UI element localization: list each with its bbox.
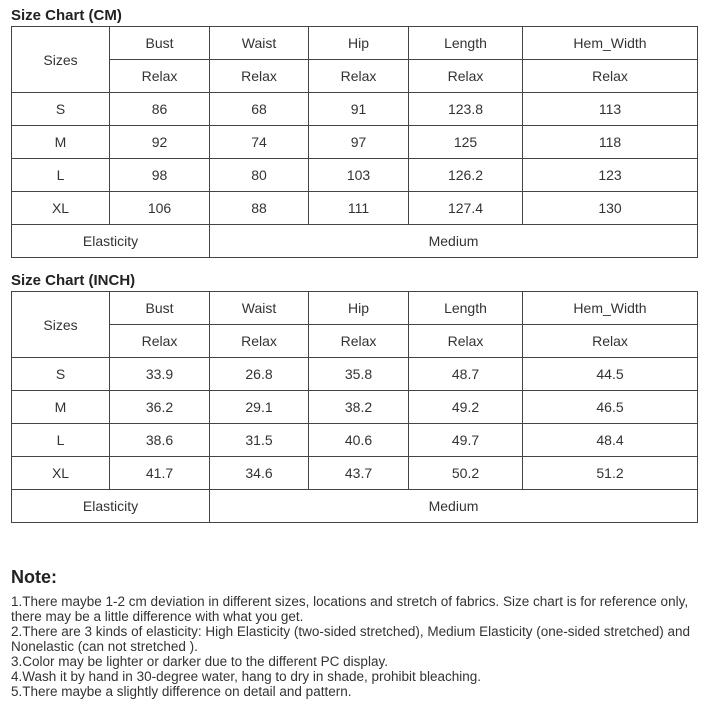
note-title: Note: — [11, 567, 57, 587]
subheader-relax: Relax — [409, 60, 523, 93]
measurement-cell: 91 — [309, 93, 409, 126]
measurement-cell: 92 — [110, 126, 210, 159]
measurement-cell: 113 — [523, 93, 698, 126]
measurement-cell: 88 — [210, 192, 309, 225]
measurement-cell: 34.6 — [210, 457, 309, 490]
subheader-relax: Relax — [523, 60, 698, 93]
header-row — [12, 27, 698, 60]
measurement-cell: 98 — [110, 159, 210, 192]
header-row — [12, 292, 698, 325]
size-label: M — [12, 391, 110, 424]
table-row — [12, 457, 698, 490]
measurement-cell: 126.2 — [409, 159, 523, 192]
measurement-cell: 103 — [309, 159, 409, 192]
column-header-waist: Waist — [210, 292, 309, 325]
measurement-cell: 38.6 — [110, 424, 210, 457]
measurement-cell: 49.2 — [409, 391, 523, 424]
measurement-cell: 41.7 — [110, 457, 210, 490]
measurement-cell: 130 — [523, 192, 698, 225]
note-line: 3.Color may be lighter or darker due to the different PC display. — [11, 654, 388, 669]
subheader-relax: Relax — [110, 325, 210, 358]
subheader-row — [12, 60, 698, 93]
measurement-cell: 44.5 — [523, 358, 698, 391]
table-row — [12, 391, 698, 424]
measurement-cell: 74 — [210, 126, 309, 159]
size-label: L — [12, 424, 110, 457]
note-line: there may be a little difference with what you get. — [11, 609, 304, 624]
measurement-cell: 118 — [523, 126, 698, 159]
size-label: XL — [12, 192, 110, 225]
column-header-bust: Bust — [110, 27, 210, 60]
measurement-cell: 36.2 — [110, 391, 210, 424]
size-label: M — [12, 126, 110, 159]
subheader-relax: Relax — [523, 325, 698, 358]
subheader-relax: Relax — [309, 325, 409, 358]
measurement-cell: 106 — [110, 192, 210, 225]
size-label: S — [12, 93, 110, 126]
size-chart-cm-table — [11, 26, 698, 258]
table-row — [12, 159, 698, 192]
measurement-cell: 80 — [210, 159, 309, 192]
measurement-cell: 127.4 — [409, 192, 523, 225]
measurement-cell: 33.9 — [110, 358, 210, 391]
measurement-cell: 111 — [309, 192, 409, 225]
subheader-relax: Relax — [210, 60, 309, 93]
measurement-cell: 26.8 — [210, 358, 309, 391]
elasticity-label: Elasticity — [12, 490, 210, 523]
table-row — [12, 358, 698, 391]
measurement-cell: 68 — [210, 93, 309, 126]
measurement-cell: 125 — [409, 126, 523, 159]
measurement-cell: 86 — [110, 93, 210, 126]
measurement-cell: 48.7 — [409, 358, 523, 391]
size-chart-cm-title: Size Chart (CM) — [11, 7, 122, 24]
subheader-relax: Relax — [210, 325, 309, 358]
note-line: Nonelastic (can not stretched ). — [11, 639, 198, 654]
column-header-waist: Waist — [210, 27, 309, 60]
measurement-cell: 49.7 — [409, 424, 523, 457]
elasticity-value: Medium — [210, 490, 698, 523]
elasticity-value: Medium — [210, 225, 698, 258]
note-line: 4.Wash it by hand in 30-degree water, hang to dry in shade, prohibit bleaching. — [11, 669, 482, 684]
note-list — [11, 594, 701, 699]
column-header-hip: Hip — [309, 292, 409, 325]
size-label: S — [12, 358, 110, 391]
size-label: L — [12, 159, 110, 192]
table-row — [12, 192, 698, 225]
size-chart-inch-table — [11, 291, 698, 523]
note-line: 2.There are 3 kinds of elasticity: High Elasticity (two-sided stretched), Medium Elasticity (one-sided stretched) and — [11, 624, 691, 639]
column-header-hem_width: Hem_Width — [523, 27, 698, 60]
measurement-cell: 123 — [523, 159, 698, 192]
elasticity-row — [12, 225, 698, 258]
measurement-cell: 48.4 — [523, 424, 698, 457]
table-row — [12, 93, 698, 126]
column-header-length: Length — [409, 27, 523, 60]
elasticity-label: Elasticity — [12, 225, 210, 258]
measurement-cell: 29.1 — [210, 391, 309, 424]
sizes-header: Sizes — [12, 292, 110, 358]
size-chart-inch-title: Size Chart (INCH) — [11, 272, 136, 289]
measurement-cell: 51.2 — [523, 457, 698, 490]
table-row — [12, 126, 698, 159]
measurement-cell: 46.5 — [523, 391, 698, 424]
measurement-cell: 38.2 — [309, 391, 409, 424]
subheader-relax: Relax — [309, 60, 409, 93]
sizes-header: Sizes — [12, 27, 110, 93]
column-header-bust: Bust — [110, 292, 210, 325]
note-line: 5.There maybe a slightly difference on detail and pattern. — [11, 684, 352, 699]
subheader-row — [12, 325, 698, 358]
measurement-cell: 40.6 — [309, 424, 409, 457]
measurement-cell: 97 — [309, 126, 409, 159]
column-header-length: Length — [409, 292, 523, 325]
measurement-cell: 31.5 — [210, 424, 309, 457]
elasticity-row — [12, 490, 698, 523]
note-line: 1.There maybe 1-2 cm deviation in different sizes, locations and stretch of fabrics. Size chart is for reference only, — [11, 594, 689, 609]
column-header-hem_width: Hem_Width — [523, 292, 698, 325]
column-header-hip: Hip — [309, 27, 409, 60]
measurement-cell: 43.7 — [309, 457, 409, 490]
measurement-cell: 35.8 — [309, 358, 409, 391]
size-label: XL — [12, 457, 110, 490]
subheader-relax: Relax — [110, 60, 210, 93]
table-row — [12, 424, 698, 457]
measurement-cell: 50.2 — [409, 457, 523, 490]
subheader-relax: Relax — [409, 325, 523, 358]
measurement-cell: 123.8 — [409, 93, 523, 126]
